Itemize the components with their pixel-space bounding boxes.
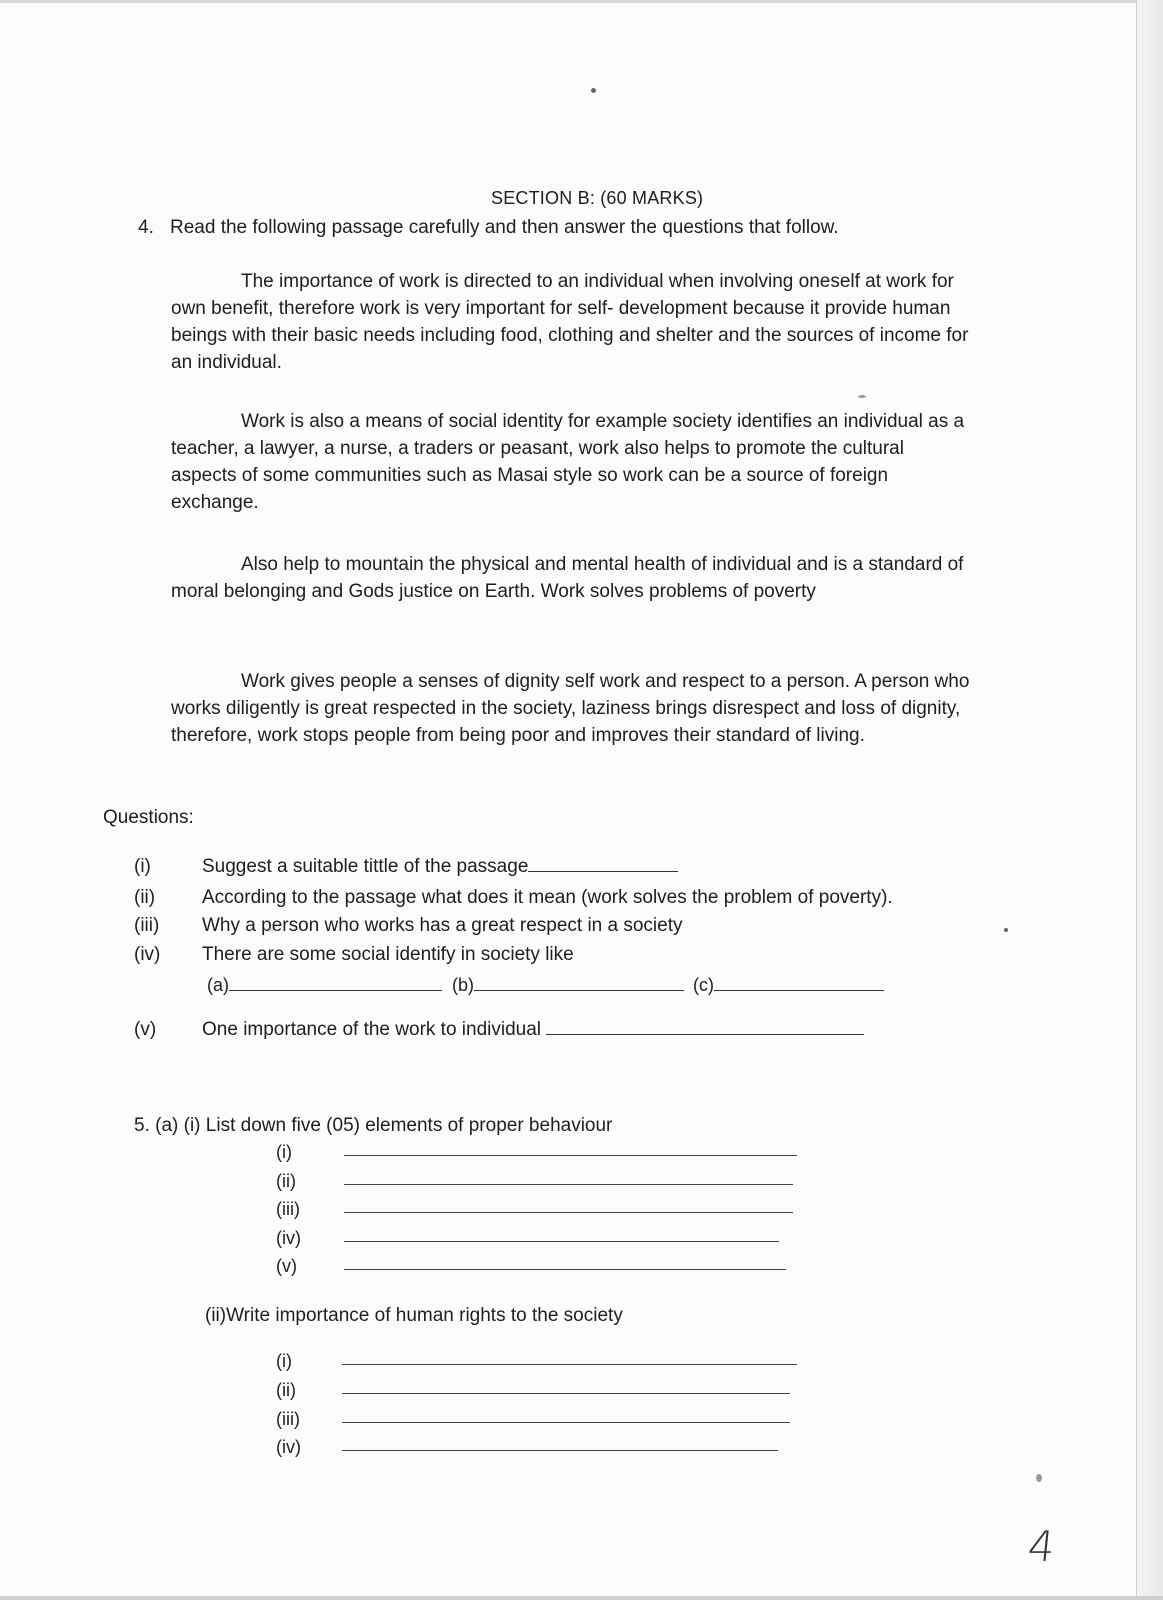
question-4-instruction [138,217,839,239]
scan-edge-right [1136,0,1163,1600]
paragraph-text: Work is also a means of social identity for example society identifies an individual as a teacher, a lawyer, a nurse, a traders or peasant, work also helps to promote the cultural aspects of some communities such as Masai style so work can be a source of foreign exchange. [171,411,965,513]
question-5-heading: 5. (a) (i) List down five (05) elements of proper behaviour [134,1115,613,1136]
option-b [452,975,684,996]
answer-line[interactable] [344,1269,786,1270]
question-roman: (v) [134,1019,157,1040]
question-text: One importance of the work to individual [202,1019,542,1040]
question-text-wrap [202,856,678,878]
answer-blank[interactable] [229,976,442,991]
scan-edge-top [0,0,1163,3]
question-text: There are some social identify in society like [202,944,574,965]
question-text-wrap [202,1019,864,1041]
option-label: (a) [207,975,229,995]
scan-edge-bottom [0,1596,1163,1600]
item-roman: (v) [276,1256,297,1276]
option-c [693,975,884,996]
question-roman: (iii) [134,915,160,936]
item-roman: (ii) [276,1171,296,1191]
scan-speck [858,395,866,398]
answer-line[interactable] [344,1184,793,1185]
option-label: (b) [452,975,474,995]
page-number: 4 [1025,1522,1058,1571]
question-roman: (i) [134,856,151,877]
paragraph-text: Work gives people a senses of dignity self work and respect to a person. A person who works diligently is great respected in the society, laziness brings disrespect and loss of dignity, therefore, work stops people from being poor and improves their standard of living. [171,671,970,746]
answer-line[interactable] [342,1393,790,1394]
question-roman: (ii) [134,887,156,908]
answer-line[interactable] [342,1450,778,1451]
answer-line[interactable] [344,1155,797,1156]
answer-blank[interactable] [714,976,884,991]
answer-line[interactable] [342,1422,790,1423]
answer-line[interactable] [344,1241,779,1242]
option-a [207,975,442,996]
item-roman: (i) [276,1142,292,1162]
passage-paragraph [171,551,971,605]
item-roman: (iv) [276,1228,301,1248]
answer-blank[interactable] [546,1020,864,1035]
scan-speck [1036,1474,1042,1482]
passage-paragraph [171,268,971,376]
question-5-part-ii-heading: (ii)Write importance of human rights to the society [205,1305,623,1326]
scan-speck [1004,928,1008,932]
item-roman: (iv) [276,1437,301,1457]
answer-blank[interactable] [528,857,678,872]
answer-line[interactable] [344,1212,793,1213]
question-text: Why a person who works has a great respect in a society [202,915,683,936]
passage-paragraph [171,408,971,516]
item-roman: (iii) [276,1199,300,1219]
scan-speck [591,88,596,93]
question-number: 4. [138,217,154,238]
question-text: According to the passage what does it mean (work solves the problem of poverty). [202,887,893,908]
instruction-text: Read the following passage carefully and then answer the questions that follow. [170,217,839,238]
item-roman: (iii) [276,1409,300,1429]
paragraph-text: The importance of work is directed to an individual when involving oneself at work for own benefit, therefore work is very important for self- development because it provide human beings with their basic needs including food, clothing and shelter and the sources of income for an individual. [171,271,969,373]
passage-paragraph [171,668,971,749]
section-title: SECTION B: (60 MARKS) [491,188,704,208]
item-roman: (i) [276,1351,292,1371]
answer-line[interactable] [342,1364,797,1365]
question-text: Suggest a suitable tittle of the passage [202,856,529,877]
item-roman: (ii) [276,1380,296,1400]
option-label: (c) [693,975,714,995]
paragraph-text: Also help to mountain the physical and mental health of individual and is a standard of moral belonging and Gods justice on Earth. Work solves problems of poverty [171,554,964,602]
questions-label: Questions: [103,807,194,828]
answer-blank[interactable] [474,976,684,991]
question-roman: (iv) [134,944,161,965]
